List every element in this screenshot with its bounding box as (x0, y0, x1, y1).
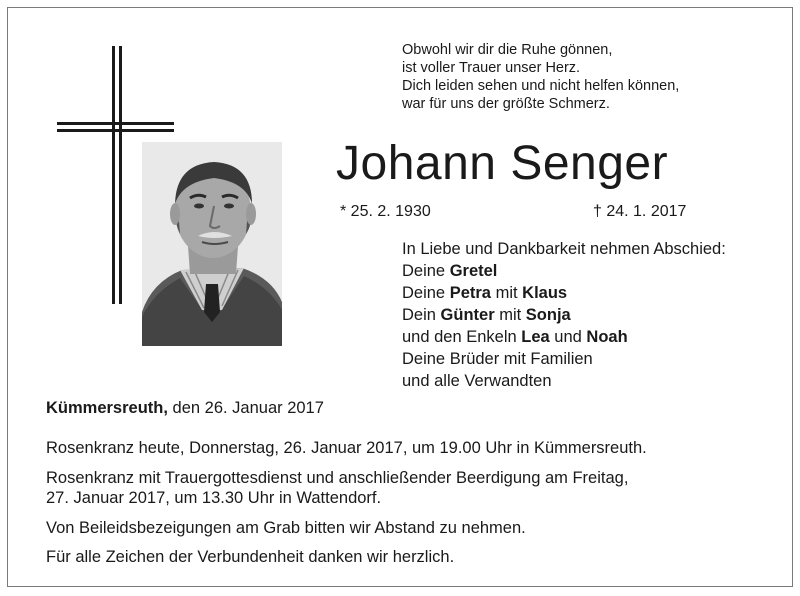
mourners-intro: In Liebe und Dankbarkeit nehmen Abschied: (402, 240, 726, 258)
mourner-name: Klaus (522, 284, 568, 302)
service-notice-line: Rosenkranz mit Trauergottesdienst und anschließender Beerdigung am Freitag, (46, 468, 629, 487)
place-town: Kümmersreuth, (46, 399, 168, 417)
mourner-name: Günter (440, 306, 495, 324)
condolence-notice: Von Beileidsbezeigungen am Grab bitten wir Abstand zu nehmen. (46, 518, 526, 537)
memorial-poem (402, 41, 679, 113)
portrait-photo (142, 142, 282, 346)
cross-vertical-bar (119, 46, 122, 304)
birth-date: * 25. 2. 1930 (340, 203, 431, 220)
cross-horizontal-bar (57, 122, 174, 125)
mourners-list (402, 238, 726, 392)
mourner-name: Sonja (525, 306, 571, 324)
thanks-notice: Für alle Zeichen der Verbundenheit danken wir herzlich. (46, 548, 455, 566)
spacer (46, 459, 647, 468)
mourner-text: und (549, 328, 587, 346)
spacer (46, 509, 647, 518)
mourner-text: Deine (402, 284, 450, 302)
mourner-text: Deine (402, 262, 450, 280)
service-notice-line: 27. Januar 2017, um 13.30 Uhr in Wattendorf. (46, 489, 382, 507)
funeral-notices (46, 438, 647, 568)
poem-line: Dich leiden sehen und nicht helfen können, (402, 78, 680, 94)
place-date: den 26. Januar 2017 (167, 399, 324, 417)
portrait-illustration (142, 142, 282, 346)
mourner-name: Noah (586, 328, 628, 346)
place-and-date (46, 398, 324, 418)
rosary-notice: Rosenkranz heute, Donnerstag, 26. Januar 2017, um 19.00 Uhr in Kümmersreuth. (46, 439, 647, 457)
mourner-text: mit (490, 284, 523, 302)
mourner-text: mit (494, 306, 526, 324)
spacer (46, 538, 647, 547)
mourner-name: Petra (449, 284, 491, 302)
mourner-line: Deine Brüder mit Familien (402, 350, 593, 368)
cross-vertical-bar (112, 46, 115, 304)
mourner-text: Dein (402, 306, 441, 324)
mourner-name: Lea (521, 328, 550, 346)
death-date: † 24. 1. 2017 (593, 203, 687, 220)
deceased-name: Johann Senger (336, 137, 669, 190)
poem-line: ist voller Trauer unser Herz. (402, 60, 581, 76)
cross-horizontal-bar (57, 129, 174, 132)
mourner-text: und den Enkeln (402, 328, 522, 346)
mourner-line (402, 282, 726, 304)
mourner-line (402, 260, 726, 282)
mourner-line (402, 326, 726, 348)
mourner-line (402, 304, 726, 326)
mourner-line: und alle Verwandten (402, 372, 552, 390)
poem-line: war für uns der größte Schmerz. (402, 96, 610, 112)
mourner-name: Gretel (449, 262, 498, 280)
poem-line: Obwohl wir dir die Ruhe gönnen, (402, 42, 613, 58)
